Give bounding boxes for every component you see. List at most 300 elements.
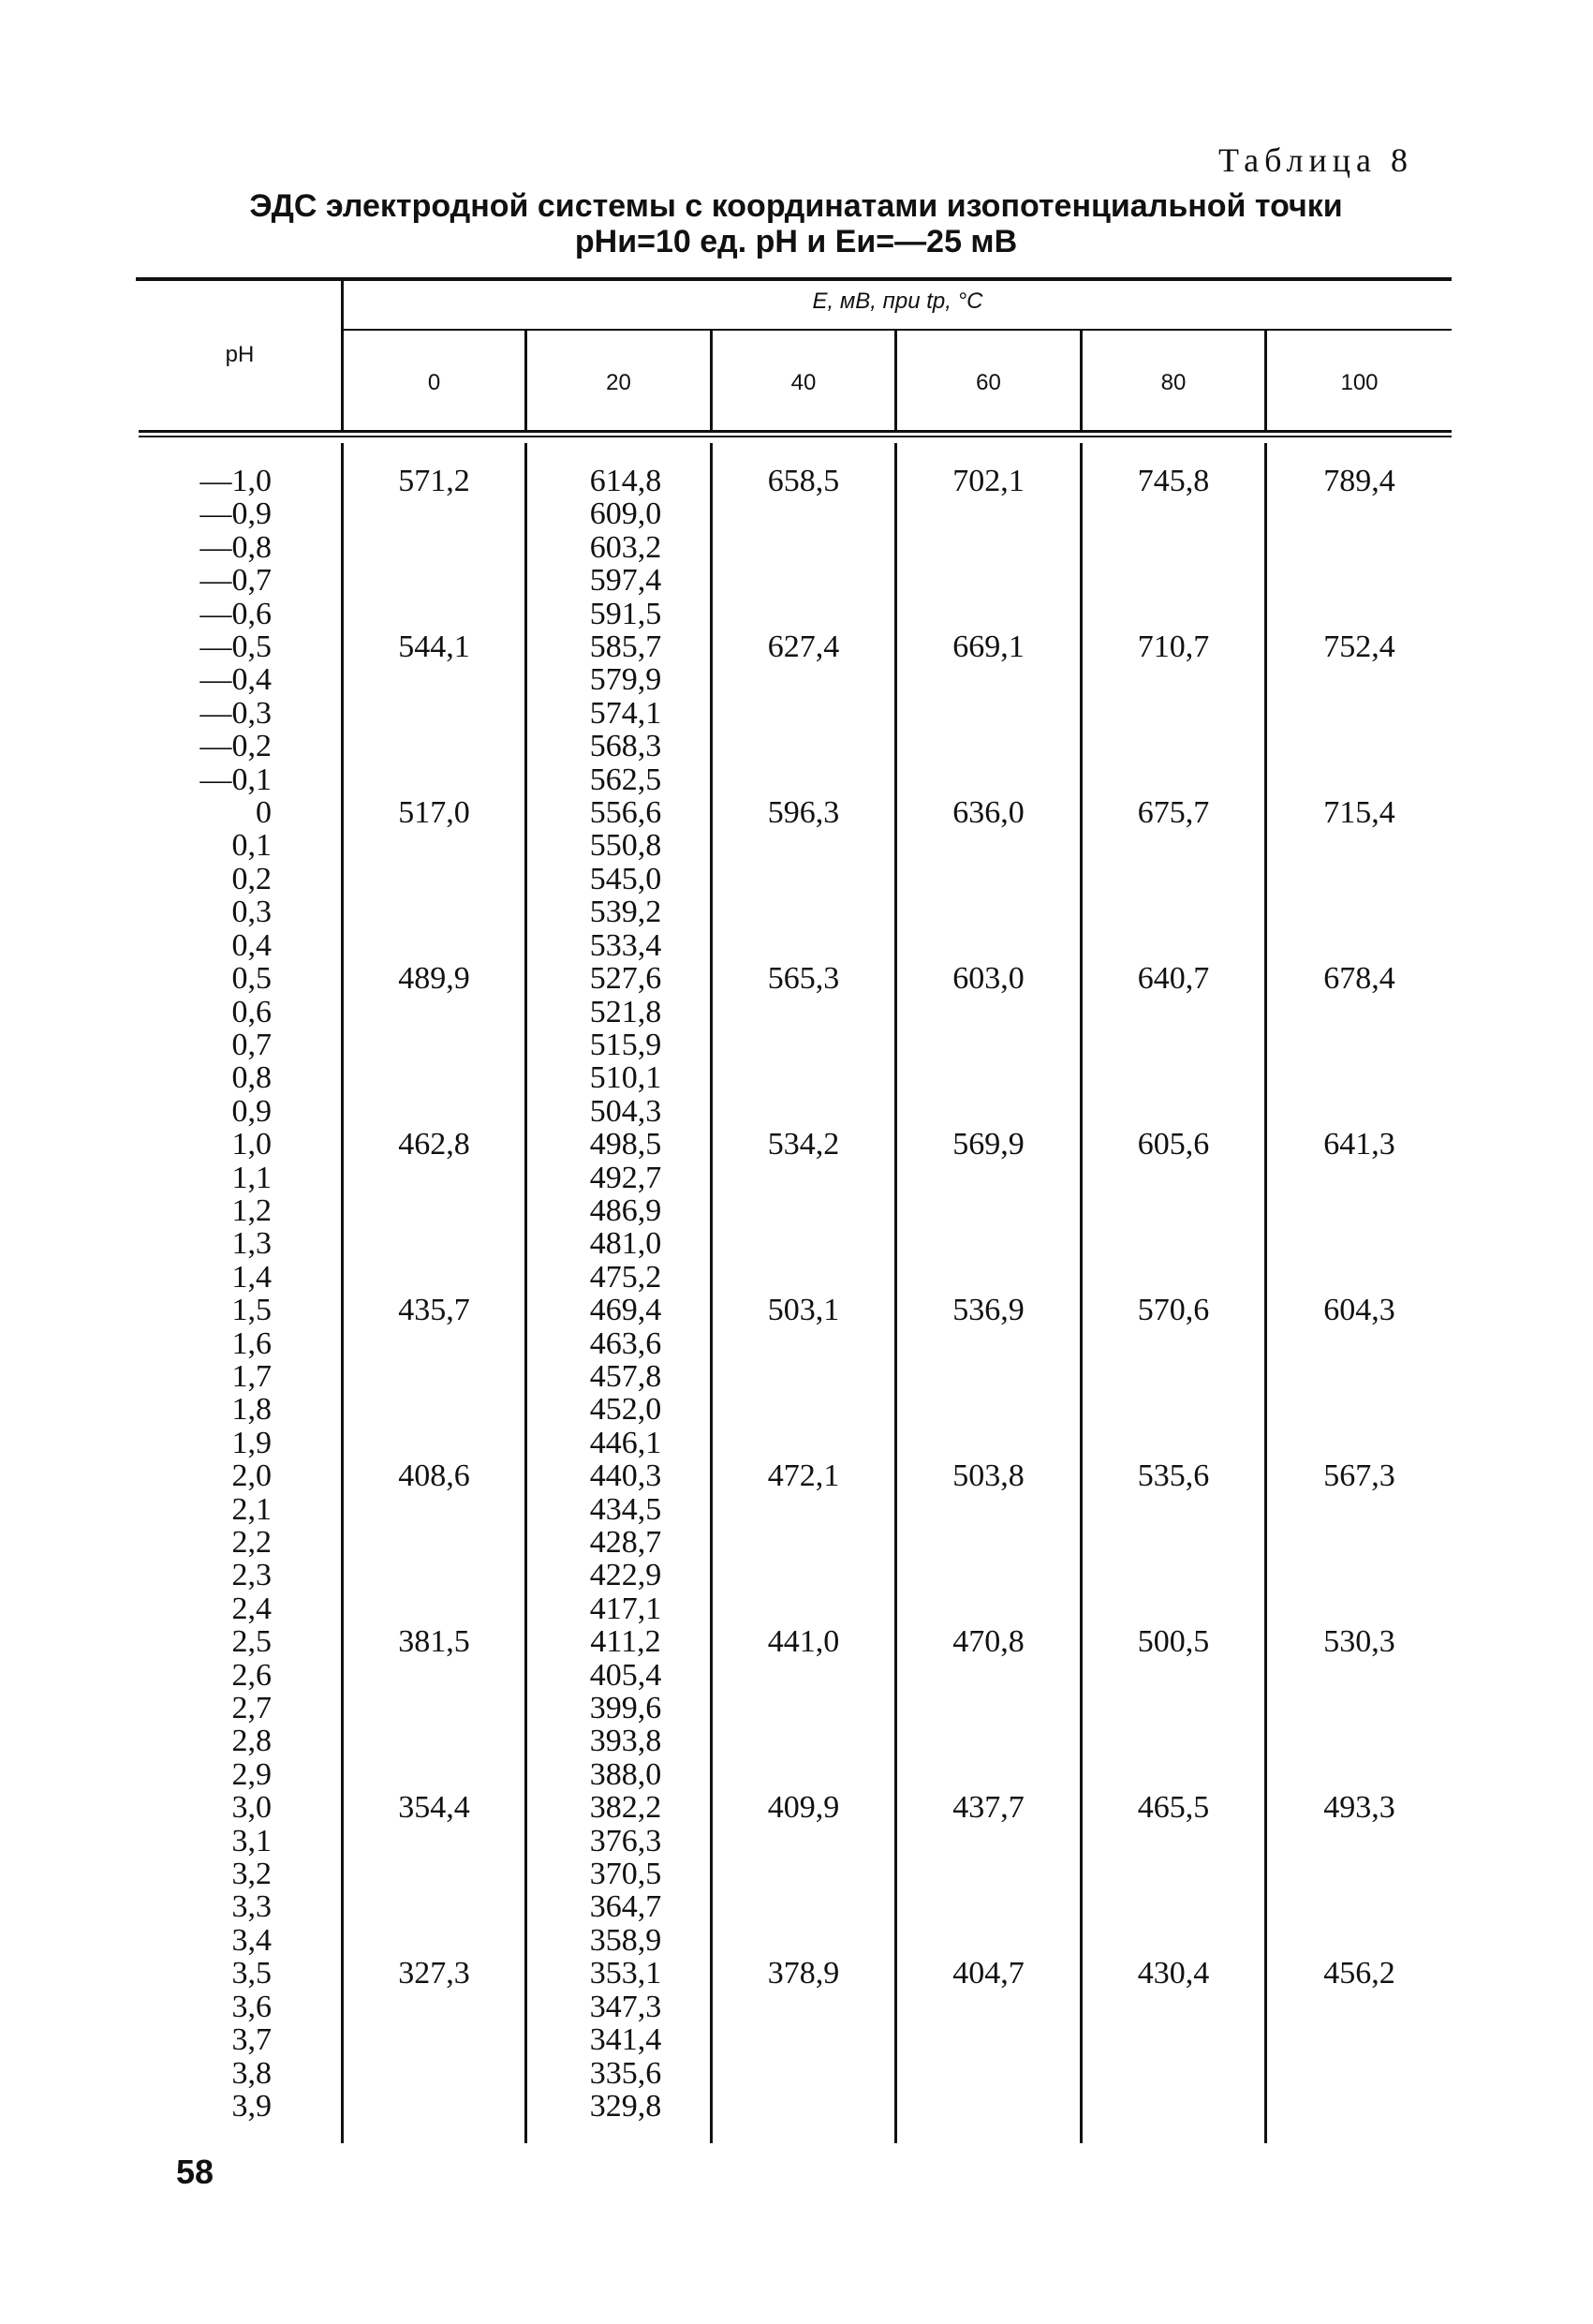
- ph-cell: 0,5: [231, 961, 272, 997]
- value-cell: [344, 1526, 524, 1559]
- value-cell: [1083, 929, 1264, 962]
- value-cell: [344, 1692, 524, 1724]
- value-cell: [897, 564, 1080, 597]
- value-cell: [344, 730, 524, 762]
- value-cell: 609,0: [589, 496, 662, 532]
- value-cell: [1267, 598, 1452, 630]
- value-cell: [897, 1029, 1080, 1061]
- value-cell: 745,8: [1137, 464, 1210, 498]
- value-cell: [1083, 763, 1264, 796]
- ph-cell: 2,4: [231, 1591, 272, 1626]
- header-top-rule: [136, 277, 1452, 281]
- value-cell: [1267, 697, 1452, 730]
- value-cell: [344, 896, 524, 928]
- value-cell: [1267, 2023, 1452, 2056]
- value-cell: 399,6: [589, 1691, 662, 1726]
- value-cell: 388,0: [589, 1756, 662, 1792]
- value-cell: [1267, 1592, 1452, 1625]
- value-cell: 470,8: [952, 1624, 1025, 1660]
- value-cell: 370,5: [589, 1857, 662, 1892]
- ph-cell: 2,8: [231, 1724, 272, 1759]
- value-cell: 641,3: [1323, 1127, 1395, 1162]
- value-cell: 358,9: [589, 1922, 662, 1958]
- value-cell: [713, 1261, 894, 1294]
- value-cell: [344, 1592, 524, 1625]
- value-cell: 591,5: [589, 596, 662, 631]
- value-cell: 475,2: [589, 1259, 662, 1295]
- value-cell: [713, 1692, 894, 1724]
- value-cell: 434,5: [589, 1491, 662, 1527]
- value-cell: [713, 531, 894, 564]
- value-cell: [344, 1360, 524, 1393]
- value-cell: 567,3: [1323, 1458, 1395, 1494]
- ph-cell: 2,5: [231, 1624, 272, 1660]
- value-cell: [897, 497, 1080, 530]
- value-cell: 404,7: [952, 1956, 1025, 1991]
- value-cell: [713, 663, 894, 696]
- value-cell: [1267, 829, 1452, 862]
- column-60: [897, 465, 1080, 2123]
- value-cell: [1267, 663, 1452, 696]
- ph-cell: 2,3: [231, 1558, 272, 1593]
- value-cell: [897, 1592, 1080, 1625]
- value-cell: 437,7: [952, 1790, 1025, 1826]
- value-cell: 527,6: [589, 961, 662, 997]
- value-cell: 353,1: [589, 1956, 662, 1991]
- value-cell: [897, 697, 1080, 730]
- value-cell: [1083, 1194, 1264, 1227]
- value-cell: [713, 1327, 894, 1360]
- value-cell: 446,1: [589, 1425, 662, 1460]
- value-cell: 463,6: [589, 1325, 662, 1361]
- value-cell: [1267, 1327, 1452, 1360]
- value-cell: [713, 1427, 894, 1459]
- value-cell: [713, 863, 894, 896]
- value-cell: [713, 1095, 894, 1128]
- value-cell: [344, 1825, 524, 1858]
- value-cell: [1083, 1526, 1264, 1559]
- value-cell: [1267, 1758, 1452, 1791]
- ph-cell: 1,1: [231, 1160, 272, 1195]
- value-cell: 535,6: [1137, 1458, 1210, 1494]
- value-cell: [1267, 763, 1452, 796]
- value-cell: [897, 1858, 1080, 1890]
- value-cell: 409,9: [767, 1790, 840, 1826]
- value-cell: [713, 1758, 894, 1791]
- value-cell: 452,0: [589, 1392, 662, 1428]
- value-cell: [344, 2023, 524, 2056]
- value-cell: [1267, 497, 1452, 530]
- value-cell: 510,1: [589, 1060, 662, 1096]
- value-cell: 669,1: [952, 629, 1025, 665]
- value-cell: [344, 1758, 524, 1791]
- ph-cell: 3,8: [231, 2055, 272, 2091]
- header-temp-80: 80: [1160, 370, 1187, 395]
- value-cell: [1267, 1890, 1452, 1923]
- ph-cell: —0,9: [199, 496, 272, 532]
- value-cell: [897, 763, 1080, 796]
- value-cell: [1267, 2090, 1452, 2123]
- value-cell: 430,4: [1137, 1956, 1210, 1991]
- value-cell: [1267, 1194, 1452, 1227]
- value-cell: [1083, 1360, 1264, 1393]
- value-cell: [1267, 1095, 1452, 1128]
- value-cell: 408,6: [398, 1458, 470, 1494]
- value-cell: [713, 1194, 894, 1227]
- value-cell: [713, 598, 894, 630]
- value-cell: 597,4: [589, 563, 662, 599]
- value-cell: 675,7: [1137, 795, 1210, 831]
- value-cell: [344, 531, 524, 564]
- value-cell: 435,7: [398, 1293, 470, 1328]
- value-cell: [1083, 531, 1264, 564]
- value-cell: 603,0: [952, 961, 1025, 997]
- value-cell: [344, 1724, 524, 1757]
- value-cell: [713, 1029, 894, 1061]
- value-cell: [1267, 1493, 1452, 1526]
- value-cell: [713, 2090, 894, 2123]
- value-cell: [897, 1194, 1080, 1227]
- value-cell: 411,2: [590, 1624, 661, 1660]
- value-cell: [344, 1162, 524, 1194]
- ph-column: [140, 465, 272, 2123]
- value-cell: [1267, 1825, 1452, 1858]
- value-cell: [344, 829, 524, 862]
- value-cell: [713, 1991, 894, 2023]
- value-cell: [344, 697, 524, 730]
- value-cell: [1267, 996, 1452, 1029]
- value-cell: [897, 1724, 1080, 1757]
- value-cell: [1083, 829, 1264, 862]
- value-cell: [713, 1559, 894, 1591]
- value-cell: [713, 1858, 894, 1890]
- value-cell: [1267, 1261, 1452, 1294]
- value-cell: 636,0: [952, 795, 1025, 831]
- value-cell: 428,7: [589, 1525, 662, 1560]
- value-cell: [713, 1493, 894, 1526]
- value-cell: 462,8: [398, 1127, 470, 1162]
- header-bottom-rule-2: [139, 436, 1452, 437]
- ph-cell: 3,1: [231, 1823, 272, 1858]
- ph-cell: 1,6: [231, 1325, 272, 1361]
- value-cell: 544,1: [398, 629, 470, 665]
- value-cell: [713, 1227, 894, 1260]
- value-cell: [897, 1559, 1080, 1591]
- ph-cell: 0: [256, 795, 272, 831]
- value-cell: [344, 1559, 524, 1591]
- value-cell: 604,3: [1323, 1293, 1395, 1328]
- value-cell: 569,9: [952, 1127, 1025, 1162]
- value-cell: [713, 497, 894, 530]
- value-cell: [897, 2023, 1080, 2056]
- value-cell: [344, 1493, 524, 1526]
- value-cell: 570,6: [1137, 1293, 1210, 1328]
- value-cell: [897, 996, 1080, 1029]
- ph-cell: 0,3: [231, 895, 272, 930]
- value-cell: 752,4: [1323, 629, 1395, 665]
- value-cell: 550,8: [589, 828, 662, 864]
- value-cell: 565,3: [767, 961, 840, 997]
- value-cell: [897, 929, 1080, 962]
- value-cell: [897, 863, 1080, 896]
- value-cell: [897, 1261, 1080, 1294]
- table-title-line-1: ЭДС электродной системы с координатами изопотенциальной точки: [249, 188, 1343, 224]
- ph-cell: —0,4: [199, 662, 272, 698]
- value-cell: 715,4: [1323, 795, 1395, 831]
- value-cell: [1267, 1526, 1452, 1559]
- value-cell: 533,4: [589, 927, 662, 963]
- ph-cell: 3,2: [231, 1857, 272, 1892]
- ph-cell: 3,3: [231, 1889, 272, 1925]
- value-cell: [1267, 1659, 1452, 1692]
- ph-cell: 1,5: [231, 1293, 272, 1328]
- value-cell: 486,9: [589, 1192, 662, 1228]
- value-cell: [897, 1825, 1080, 1858]
- value-cell: [897, 1162, 1080, 1194]
- value-cell: [1083, 1924, 1264, 1957]
- value-cell: [1083, 1029, 1264, 1061]
- value-cell: [897, 1526, 1080, 1559]
- value-cell: 539,2: [589, 895, 662, 930]
- value-cell: 504,3: [589, 1093, 662, 1129]
- value-cell: [1267, 1991, 1452, 2023]
- value-cell: [1083, 863, 1264, 896]
- value-cell: [713, 1659, 894, 1692]
- value-cell: [1083, 1162, 1264, 1194]
- ph-cell: 0,8: [231, 1060, 272, 1096]
- value-cell: [1267, 863, 1452, 896]
- value-cell: [897, 1327, 1080, 1360]
- value-cell: [1083, 996, 1264, 1029]
- header-temp-0: 0: [427, 370, 441, 395]
- value-cell: [1267, 1692, 1452, 1724]
- value-cell: [897, 1659, 1080, 1692]
- value-cell: 585,7: [589, 629, 662, 665]
- value-cell: [1267, 2057, 1452, 2090]
- value-cell: [1083, 1825, 1264, 1858]
- value-cell: [897, 1991, 1080, 2023]
- value-cell: [1083, 1327, 1264, 1360]
- ph-cell: 1,7: [231, 1358, 272, 1394]
- table-label: Таблица 8: [1218, 141, 1413, 179]
- value-cell: [1267, 896, 1452, 928]
- header-temp-100: 100: [1340, 370, 1379, 395]
- value-cell: [344, 2057, 524, 2090]
- value-cell: [1267, 1559, 1452, 1591]
- value-cell: [1083, 1858, 1264, 1890]
- value-cell: [713, 1592, 894, 1625]
- value-cell: [344, 1858, 524, 1890]
- value-cell: 530,3: [1323, 1624, 1395, 1660]
- value-cell: [897, 1427, 1080, 1459]
- value-cell: 571,2: [398, 464, 470, 498]
- column-100: [1267, 465, 1452, 2123]
- value-cell: [344, 763, 524, 796]
- value-cell: 440,3: [589, 1458, 662, 1494]
- value-cell: [897, 663, 1080, 696]
- ph-cell: 1,2: [231, 1192, 272, 1228]
- header-ph: pH: [225, 342, 255, 367]
- value-cell: 489,9: [398, 961, 470, 997]
- page-number: 58: [176, 2153, 214, 2191]
- ph-cell: 2,6: [231, 1657, 272, 1693]
- value-cell: [1267, 1393, 1452, 1426]
- value-cell: [1267, 531, 1452, 564]
- value-cell: [713, 2057, 894, 2090]
- value-cell: 500,5: [1137, 1624, 1210, 1660]
- ph-cell: 3,5: [231, 1956, 272, 1991]
- value-cell: [897, 1393, 1080, 1426]
- value-cell: [897, 531, 1080, 564]
- table-title-line-2: pHи=10 ед. pH и Eи=—25 мВ: [574, 224, 1018, 259]
- value-cell: 702,1: [952, 464, 1025, 498]
- ph-cell: 2,2: [231, 1525, 272, 1560]
- value-cell: 536,9: [952, 1293, 1025, 1328]
- value-cell: [344, 1890, 524, 1923]
- ph-cell: 0,2: [231, 861, 272, 896]
- value-cell: [1267, 1724, 1452, 1757]
- ph-cell: 3,7: [231, 2022, 272, 2058]
- value-cell: [344, 663, 524, 696]
- value-cell: [344, 2090, 524, 2123]
- value-cell: 678,4: [1323, 961, 1395, 997]
- value-cell: [344, 564, 524, 597]
- ph-cell: —0,8: [199, 529, 272, 565]
- value-cell: 579,9: [589, 662, 662, 698]
- value-cell: 329,8: [589, 2088, 662, 2124]
- ph-cell: 2,7: [231, 1691, 272, 1726]
- ph-cell: —0,1: [199, 762, 272, 797]
- value-cell: [1083, 1095, 1264, 1128]
- ph-cell: 2,0: [231, 1458, 272, 1494]
- ph-cell: 3,6: [231, 1989, 272, 2024]
- value-cell: [344, 598, 524, 630]
- value-cell: [1083, 663, 1264, 696]
- value-cell: [1267, 1061, 1452, 1094]
- value-cell: [713, 1924, 894, 1957]
- header-temp-40: 40: [790, 370, 817, 395]
- ph-cell: —1,0: [199, 464, 272, 498]
- value-cell: 574,1: [589, 695, 662, 731]
- value-cell: 521,8: [589, 994, 662, 1029]
- value-cell: 568,3: [589, 729, 662, 764]
- value-cell: 658,5: [767, 464, 840, 498]
- value-cell: [1267, 1858, 1452, 1890]
- value-cell: [1267, 1427, 1452, 1459]
- ph-cell: 1,0: [231, 1127, 272, 1162]
- value-cell: [1083, 1659, 1264, 1692]
- value-cell: 481,0: [589, 1226, 662, 1262]
- value-cell: [897, 1758, 1080, 1791]
- value-cell: [1083, 1559, 1264, 1591]
- value-cell: [897, 2090, 1080, 2123]
- value-cell: 503,1: [767, 1293, 840, 1328]
- value-cell: [1083, 1991, 1264, 2023]
- value-cell: 515,9: [589, 1027, 662, 1062]
- value-cell: [1083, 1493, 1264, 1526]
- header-emf-group: E, мВ, при tр, °C: [812, 289, 983, 314]
- value-cell: 710,7: [1137, 629, 1210, 665]
- ph-cell: 3,4: [231, 1922, 272, 1958]
- value-cell: [1083, 1890, 1264, 1923]
- value-cell: 341,4: [589, 2022, 662, 2058]
- value-cell: [897, 1924, 1080, 1957]
- value-cell: [1267, 1360, 1452, 1393]
- value-cell: [713, 829, 894, 862]
- value-cell: 347,3: [589, 1989, 662, 2024]
- value-cell: 382,2: [589, 1790, 662, 1826]
- value-cell: 376,3: [589, 1823, 662, 1858]
- header-temp-60: 60: [976, 370, 1001, 395]
- value-cell: [1083, 2090, 1264, 2123]
- value-cell: 605,6: [1137, 1127, 1210, 1162]
- value-cell: [713, 2023, 894, 2056]
- header-bottom-rule-1: [139, 430, 1452, 433]
- value-cell: [713, 996, 894, 1029]
- value-cell: [1083, 730, 1264, 762]
- value-cell: [1267, 1162, 1452, 1194]
- value-cell: 469,4: [589, 1293, 662, 1328]
- value-cell: 381,5: [398, 1624, 470, 1660]
- value-cell: [1267, 730, 1452, 762]
- value-cell: 378,9: [767, 1956, 840, 1991]
- value-cell: 503,8: [952, 1458, 1025, 1494]
- ph-cell: 1,8: [231, 1392, 272, 1428]
- value-cell: 354,4: [398, 1790, 470, 1826]
- ph-cell: 1,4: [231, 1259, 272, 1295]
- value-cell: [344, 1061, 524, 1094]
- value-cell: [1083, 1758, 1264, 1791]
- ph-cell: 0,4: [231, 927, 272, 963]
- value-cell: [344, 1659, 524, 1692]
- value-cell: [1083, 1427, 1264, 1459]
- value-cell: [344, 1924, 524, 1957]
- column-0: [344, 465, 524, 2123]
- value-cell: [344, 996, 524, 1029]
- value-cell: [897, 1890, 1080, 1923]
- value-cell: 364,7: [589, 1889, 662, 1925]
- value-cell: [1267, 1227, 1452, 1260]
- value-cell: [1267, 929, 1452, 962]
- value-cell: [1083, 1227, 1264, 1260]
- ph-cell: 1,9: [231, 1425, 272, 1460]
- column-80: [1083, 465, 1264, 2123]
- value-cell: [897, 1360, 1080, 1393]
- value-cell: [897, 2057, 1080, 2090]
- value-cell: 596,3: [767, 795, 840, 831]
- ph-cell: 0,7: [231, 1027, 272, 1062]
- value-cell: 422,9: [589, 1558, 662, 1593]
- value-cell: 603,2: [589, 529, 662, 565]
- value-cell: [344, 929, 524, 962]
- value-cell: [1083, 2023, 1264, 2056]
- value-cell: [1083, 1393, 1264, 1426]
- value-cell: 327,3: [398, 1956, 470, 1991]
- ph-cell: 0,6: [231, 994, 272, 1029]
- value-cell: 556,6: [589, 795, 662, 831]
- value-cell: [1083, 1692, 1264, 1724]
- value-cell: [1083, 2057, 1264, 2090]
- value-cell: [1267, 564, 1452, 597]
- value-cell: [713, 1890, 894, 1923]
- value-cell: 562,5: [589, 762, 662, 797]
- value-cell: [897, 598, 1080, 630]
- value-cell: 441,0: [767, 1624, 840, 1660]
- value-cell: [713, 1360, 894, 1393]
- value-cell: [713, 697, 894, 730]
- value-cell: 456,2: [1323, 1956, 1395, 1991]
- value-cell: [713, 1061, 894, 1094]
